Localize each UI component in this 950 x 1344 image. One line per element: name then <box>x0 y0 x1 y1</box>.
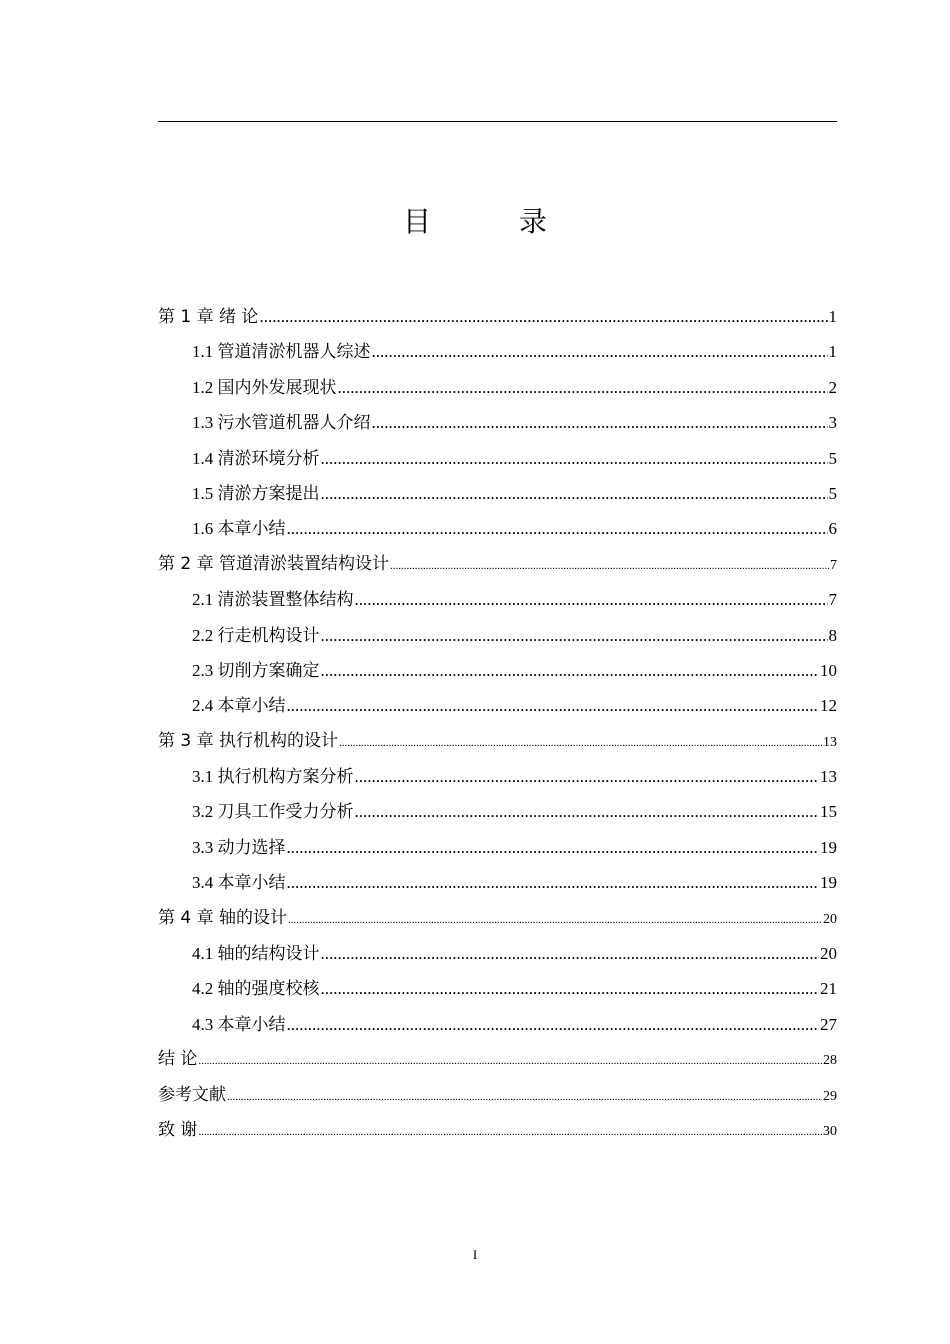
toc-leader-dots <box>339 726 822 759</box>
page-number: I <box>472 1247 478 1262</box>
toc-entry-page: 7 <box>830 557 837 573</box>
toc-leader-dots <box>287 830 820 865</box>
toc-entry-label: 第 2 章 管道清淤装置结构设计 <box>158 553 390 574</box>
toc-entry-3-3[interactable] <box>158 830 837 865</box>
toc-entry-label: 1.2 国内外发展现状 <box>192 377 337 397</box>
toc-entry-1-4[interactable] <box>158 441 837 476</box>
toc-entry-label: 3.4 本章小结 <box>192 873 286 893</box>
toc-entry-page: 27 <box>820 1014 837 1034</box>
toc-entry-label: 致 谢 <box>158 1119 198 1140</box>
toc-leader-dots <box>321 476 828 511</box>
toc-entry-label: 4.1 轴的结构设计 <box>192 944 320 964</box>
toc-entry-page: 13 <box>823 734 837 750</box>
toc-entry-label: 3.1 执行机构方案分析 <box>192 767 354 787</box>
toc-leader-dots <box>372 405 828 440</box>
toc-entry-label: 2.4 本章小结 <box>192 696 286 716</box>
toc-entry-label: 2.2 行走机构设计 <box>192 625 320 645</box>
toc-leader-dots <box>287 1007 820 1042</box>
toc-entry-label: 2.3 切削方案确定 <box>192 660 320 680</box>
toc-entry-chapter-1[interactable] <box>158 299 837 334</box>
toc-entry-page: 19 <box>820 873 837 893</box>
toc-entry-page: 5 <box>828 448 837 468</box>
toc-entry-page: 13 <box>820 767 837 787</box>
toc-entry-chapter-3[interactable] <box>158 724 837 759</box>
toc-entry-label: 1.6 本章小结 <box>192 519 286 539</box>
toc-entry-chapter-2[interactable] <box>158 547 837 582</box>
toc-entry-3-4[interactable] <box>158 865 837 900</box>
toc-entry-label: 4.3 本章小结 <box>192 1014 286 1034</box>
toc-entry-1-5[interactable] <box>158 476 837 511</box>
toc-entry-page: 2 <box>828 377 837 397</box>
toc-entry-label: 第 3 章 执行机构的设计 <box>158 730 339 751</box>
toc-entry-2-2[interactable] <box>158 618 837 653</box>
toc-entry-4-1[interactable] <box>158 936 837 971</box>
toc-entry-1-1[interactable] <box>158 334 837 369</box>
toc-leader-dots <box>355 794 820 829</box>
toc-entry-label: 第 1 章 绪 论 <box>158 307 259 327</box>
toc-entry-label: 4.2 轴的强度校核 <box>192 979 320 999</box>
toc-entry-label: 参考文献 <box>158 1084 226 1105</box>
toc-entry-acknowledgements[interactable] <box>158 1113 837 1148</box>
toc-entry-3-2[interactable] <box>158 794 837 829</box>
table-of-contents <box>158 299 837 1148</box>
toc-entry-2-1[interactable] <box>158 582 837 617</box>
toc-entry-label: 1.4 清淤环境分析 <box>192 448 320 468</box>
toc-leader-dots <box>321 653 820 688</box>
toc-entry-1-3[interactable] <box>158 405 837 440</box>
toc-entry-page: 10 <box>820 660 837 680</box>
toc-entry-page: 8 <box>828 625 837 645</box>
toc-entry-page: 20 <box>823 911 837 927</box>
toc-entry-1-6[interactable] <box>158 511 837 546</box>
toc-entry-conclusion[interactable] <box>158 1042 837 1077</box>
toc-entry-label: 1.1 管道清淤机器人综述 <box>192 342 371 362</box>
toc-leader-dots <box>287 511 828 546</box>
toc-entry-label: 3.3 动力选择 <box>192 837 286 857</box>
header-rule <box>158 121 837 122</box>
toc-entry-page: 1 <box>828 342 837 362</box>
toc-leader-dots <box>321 618 828 653</box>
toc-entry-3-1[interactable] <box>158 759 837 794</box>
page-title: 目 录 <box>402 205 577 238</box>
toc-leader-dots <box>198 1044 822 1077</box>
toc-entry-label: 结 论 <box>158 1049 198 1070</box>
toc-entry-2-3[interactable] <box>158 653 837 688</box>
toc-leader-dots <box>390 549 829 582</box>
toc-entry-label: 1.5 清淤方案提出 <box>192 483 320 503</box>
toc-entry-references[interactable] <box>158 1078 837 1113</box>
toc-entry-page: 19 <box>820 837 837 857</box>
toc-entry-page: 20 <box>820 944 837 964</box>
toc-entry-page: 21 <box>820 979 837 999</box>
toc-entry-page: 6 <box>828 519 837 539</box>
toc-entry-page: 3 <box>828 413 837 433</box>
toc-entry-page: 7 <box>828 590 837 610</box>
toc-leader-dots <box>259 299 827 334</box>
toc-entry-label: 第 4 章 轴的设计 <box>158 907 288 928</box>
toc-entry-page: 30 <box>823 1123 837 1139</box>
toc-leader-dots <box>321 936 820 971</box>
toc-leader-dots <box>288 903 822 936</box>
toc-entry-page: 5 <box>828 483 837 503</box>
toc-leader-dots <box>372 334 828 369</box>
toc-leader-dots <box>321 441 828 476</box>
toc-entry-4-2[interactable] <box>158 971 837 1006</box>
toc-entry-4-3[interactable] <box>158 1007 837 1042</box>
toc-entry-chapter-4[interactable] <box>158 901 837 936</box>
toc-entry-page: 1 <box>828 307 837 326</box>
toc-entry-page: 12 <box>820 696 837 716</box>
toc-entry-label: 3.2 刀具工作受力分析 <box>192 802 354 822</box>
toc-entry-label: 2.1 清淤装置整体结构 <box>192 590 354 610</box>
toc-leader-dots <box>355 759 820 794</box>
toc-entry-label: 1.3 污水管道机器人介绍 <box>192 413 371 433</box>
toc-leader-dots <box>287 688 820 723</box>
toc-leader-dots <box>355 582 828 617</box>
toc-entry-page: 28 <box>823 1053 837 1069</box>
toc-leader-dots <box>227 1080 822 1113</box>
toc-entry-2-4[interactable] <box>158 688 837 723</box>
toc-leader-dots <box>338 370 828 405</box>
toc-entry-page: 15 <box>820 802 837 822</box>
toc-leader-dots <box>198 1115 822 1148</box>
toc-entry-1-2[interactable] <box>158 370 837 405</box>
toc-leader-dots <box>287 865 820 900</box>
toc-entry-page: 29 <box>823 1088 837 1104</box>
toc-leader-dots <box>321 971 820 1006</box>
